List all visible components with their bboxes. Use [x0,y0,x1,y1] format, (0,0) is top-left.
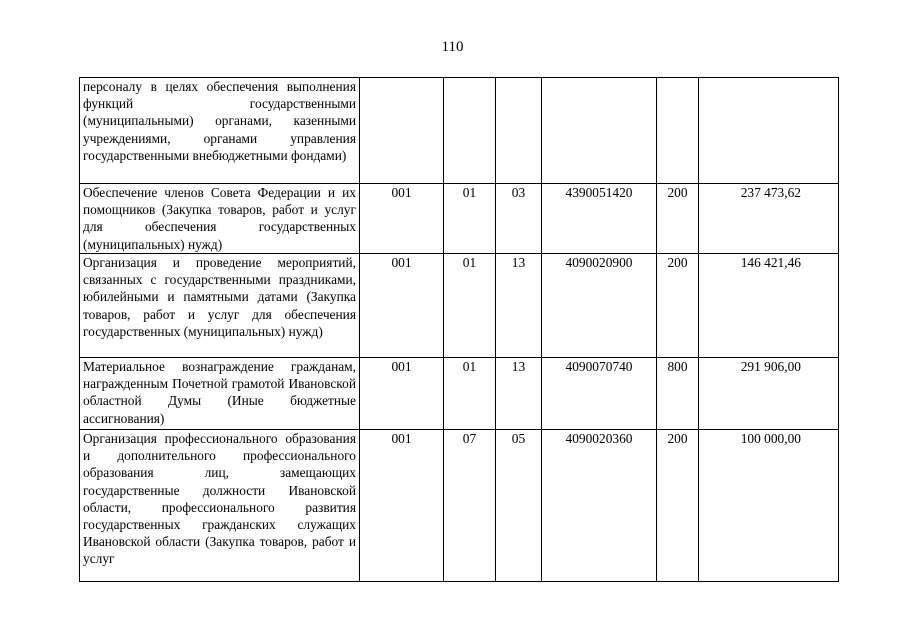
ministry-code [360,78,444,184]
target-article-code: 4390051420 [542,184,657,254]
subsection-code: 05 [496,430,542,582]
section-code: 01 [444,254,496,358]
expense-description: Организация профессионального образования и дополнительного профессионального образования лиц, замещающих государственные должности Ивановской области, профессионального развития государственных гражданских служащих Ивановской области (Закупка товаров, работ и услуг [80,430,360,582]
page-number: 110 [441,39,464,55]
section-code [444,78,496,184]
subsection-code: 03 [496,184,542,254]
ministry-code: 001 [360,254,444,358]
amount-cell: 237 473,62 [699,184,839,254]
expense-description: Организация и проведение мероприятий, связанных с государственными праздниками, юбилейными и памятными датами (Закупка товаров, работ и услуг для обеспечения государственных (муниципальных) нужд) [80,254,360,358]
subsection-code: 13 [496,254,542,358]
amount-cell: 100 000,00 [699,430,839,582]
section-code: 01 [444,184,496,254]
expense-type-code: 200 [657,184,699,254]
target-article-code [542,78,657,184]
amount-cell: 146 421,46 [699,254,839,358]
amount-cell [699,78,839,184]
expense-description: Материальное вознаграждение гражданам, награжденным Почетной грамотой Ивановской областной Думы (Иные бюджетные ассигнования) [80,358,360,430]
subsection-code: 13 [496,358,542,430]
amount-cell: 291 906,00 [699,358,839,430]
expense-type-code: 200 [657,430,699,582]
section-code: 07 [444,430,496,582]
section-code: 01 [444,358,496,430]
expense-type-code: 200 [657,254,699,358]
table-row [80,254,839,358]
subsection-code [496,78,542,184]
table-row [80,78,839,184]
ministry-code: 001 [360,358,444,430]
ministry-code: 001 [360,430,444,582]
target-article-code: 4090070740 [542,358,657,430]
table-row [80,358,839,430]
table-row [80,184,839,254]
expense-type-code [657,78,699,184]
expense-type-code: 800 [657,358,699,430]
budget-table [79,77,839,582]
table-row [80,430,839,582]
expense-description: персоналу в целях обеспечения выполнения функций государственными (муниципальными) органами, казенными учреждениями, органами управления государственными внебюджетными фондами) [80,78,360,184]
target-article-code: 4090020900 [542,254,657,358]
ministry-code: 001 [360,184,444,254]
target-article-code: 4090020360 [542,430,657,582]
expense-description: Обеспечение членов Совета Федерации и их помощников (Закупка товаров, работ и услуг для обеспечения государственных (муниципальных) нужд) [80,184,360,254]
